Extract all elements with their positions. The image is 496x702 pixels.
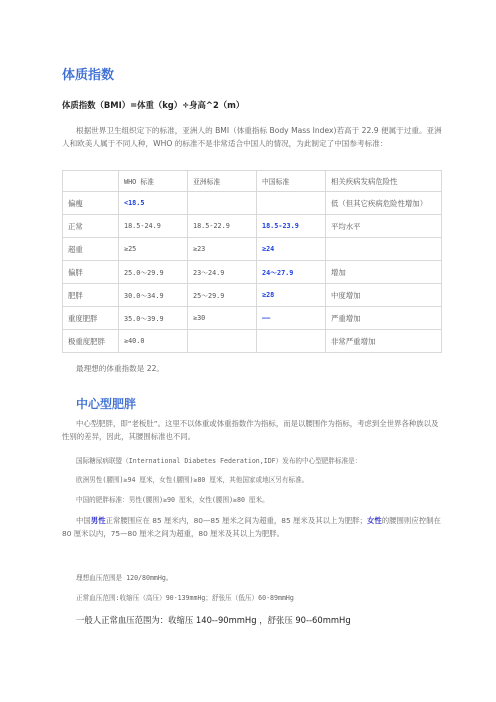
bp-normal-line: 正常血压范围:收缩压（高压）90-139mmHg；舒张压（低压）60-89mmHg (76, 594, 294, 602)
table-cell (257, 192, 326, 215)
bp-ideal-line: 理想血压范围是 120/80mmHg。 (76, 574, 173, 582)
waist-text: 的腰围则应控制在 80 厘米以内，75—80 厘米之间为超重，80 厘米及其以上为肥胖。 (62, 516, 441, 538)
table-cell: —— (257, 307, 326, 330)
table-cell (188, 192, 257, 215)
table-cell: 增加 (326, 261, 442, 284)
waist-text: 中国 (76, 516, 91, 525)
china-waist-paragraph (62, 514, 444, 540)
table-cell (188, 330, 257, 353)
table-header-row (63, 171, 442, 192)
table-cell: 24～27.9 (257, 261, 326, 284)
table-cell: ≥28 (257, 284, 326, 307)
page-title: 体质指数 (62, 68, 115, 83)
table-cell: 30.0～34.9 (119, 284, 188, 307)
idf-standard-line: 国际糖尿病联盟（International Diabetes Federation,IDF）发布的中心型肥胖标准是： (76, 457, 362, 465)
europe-standard-line: 欧洲男性(腰围)≥94 厘米，女性(腰围)≥80 厘米，其他国家或地区另有标准。 (76, 476, 309, 484)
table-row (63, 284, 442, 307)
table-cell: 正常 (63, 215, 119, 238)
table-header-cell (63, 171, 119, 192)
table-cell: <18.5 (119, 192, 188, 215)
table-cell: 偏瘦 (63, 192, 119, 215)
intro-paragraph: 根据世界卫生组织定下的标准，亚洲人的 BMI（体重指标 Body Mass Index)若高于 22.9 便属于过重。亚洲人和欧美人属于不同人种，WHO 的标准不是非常适合中国人的情况，为此制定了中国参考标准： (62, 126, 442, 148)
bmi-formula: 体质指数（BMI）=体重（kg）÷身高^2（m） (62, 100, 245, 110)
table-cell: 23～24.9 (188, 261, 257, 284)
table-row (63, 261, 442, 284)
table-cell: 重度肥胖 (63, 307, 119, 330)
table-cell: ≥23 (188, 238, 257, 261)
table-cell: ≥30 (188, 307, 257, 330)
table-row (63, 307, 442, 330)
section-title-central-obesity: 中心型肥胖 (76, 397, 137, 411)
table-cell: 超重 (63, 238, 119, 261)
table-cell: ≥40.0 (119, 330, 188, 353)
table-cell: 平均水平 (326, 215, 442, 238)
table-header-cell: 中国标准 (257, 171, 326, 192)
table-row (63, 215, 442, 238)
waist-text: 正常腰围应在 85 厘米内，80—85 厘米之间为超重，85 厘米及其以上为肥胖； (105, 516, 367, 525)
table-cell: 肥胖 (63, 284, 119, 307)
table-cell: 严重增加 (326, 307, 442, 330)
china-standard-line: 中国的肥胖标准：男性(腰围)≥90 厘米，女性(腰围)≥80 厘米。 (76, 496, 269, 504)
bp-general-line: 一般人正常血压范围为：收缩压 140--90mmHg ，舒张压 90--60mmHg (76, 615, 351, 625)
table-cell: 18.5-23.9 (257, 215, 326, 238)
table-cell: 中度增加 (326, 284, 442, 307)
ideal-bmi-text: 最理想的体重指数是 22。 (76, 364, 165, 373)
table-cell: 极重度肥胖 (63, 330, 119, 353)
bmi-standards-table (62, 170, 442, 353)
table-cell: 非常严重增加 (326, 330, 442, 353)
female-keyword: 女性 (366, 516, 382, 525)
table-cell: 偏胖 (63, 261, 119, 284)
table-cell: ≥25 (119, 238, 188, 261)
table-cell: 25.0～29.9 (119, 261, 188, 284)
table-cell: ≥24 (257, 238, 326, 261)
central-obesity-intro: 中心型肥胖，即“老板肚”。这里不以体重或体重指数作为指标，而是以腰围作为指标，考虑到全世界各种族以及性别的差异，因此，其腰围标准也不同。 (62, 419, 439, 441)
table-header-cell: WHO 标准 (119, 171, 188, 192)
table-cell: 低（但其它疾病危险性增加） (326, 192, 442, 215)
table-header-cell: 相关疾病发病危险性 (326, 171, 442, 192)
male-keyword: 男性 (90, 516, 106, 525)
table-row (63, 330, 442, 353)
table-cell: 25～29.9 (188, 284, 257, 307)
table-cell: 35.0～39.9 (119, 307, 188, 330)
table-row (63, 238, 442, 261)
table-cell (326, 238, 442, 261)
table-row (63, 192, 442, 215)
table-cell: 18.5-24.9 (119, 215, 188, 238)
table-cell (257, 330, 326, 353)
table-cell: 18.5-22.9 (188, 215, 257, 238)
table-header-cell: 亚洲标准 (188, 171, 257, 192)
